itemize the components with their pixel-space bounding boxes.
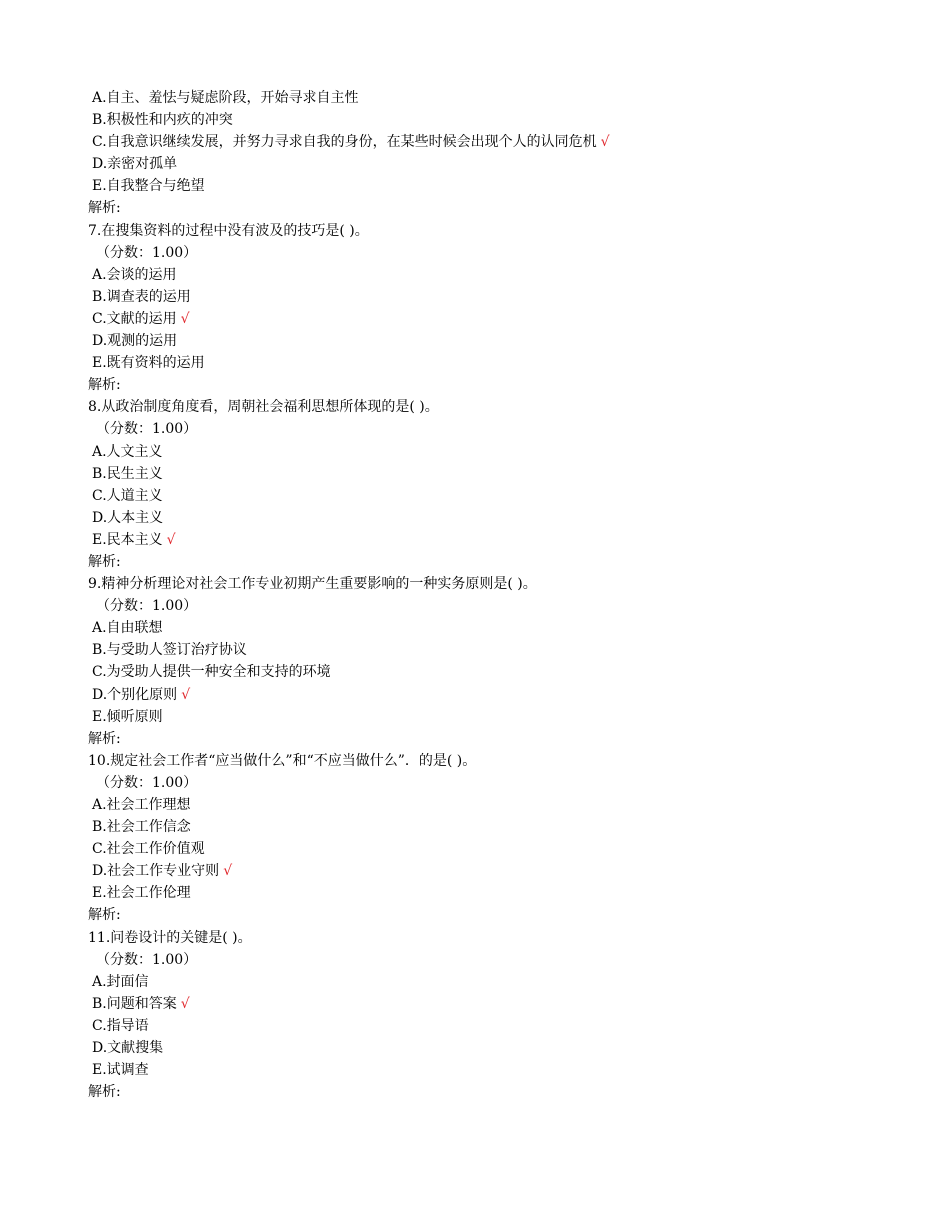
answer-option-text: D.人本主义 <box>92 509 164 526</box>
question-score <box>88 595 908 617</box>
answer-option-text: E.民本主义 <box>92 531 163 548</box>
answer-option-text: D.观测的运用 <box>92 333 178 350</box>
question-score-text: （分数：1.00） <box>96 421 198 438</box>
answer-option-text: B.积极性和内疚的冲突 <box>92 112 233 129</box>
correct-answer-check-icon: √ <box>181 686 191 703</box>
analysis-label-text: 解析: <box>88 1084 121 1101</box>
answer-option-text: A.封面信 <box>92 973 149 990</box>
answer-option-text: D.个别化原则 <box>92 686 178 703</box>
answer-option <box>88 441 908 463</box>
answer-option <box>88 661 908 683</box>
answer-option <box>88 507 908 529</box>
answer-option <box>88 860 908 882</box>
answer-option <box>88 684 908 706</box>
answer-option <box>88 463 908 485</box>
correct-answer-check-icon: √ <box>600 134 610 151</box>
answer-option <box>88 639 908 661</box>
answer-option <box>88 706 908 728</box>
answer-option <box>88 87 908 109</box>
answer-option-text: D.文献搜集 <box>92 1040 164 1057</box>
answer-option-text: A.自主、羞怯与疑虑阶段，开始寻求自主性 <box>92 90 359 106</box>
answer-option-text: C.社会工作价值观 <box>92 841 205 858</box>
answer-option <box>88 308 908 330</box>
answer-option-text: B.问题和答案 <box>92 995 177 1012</box>
answer-option-text: C.指导语 <box>92 1017 149 1034</box>
answer-option <box>88 286 908 308</box>
analysis-label-text: 解析: <box>88 907 121 924</box>
answer-option-text: B.调查表的运用 <box>92 288 191 305</box>
answer-option <box>88 352 908 374</box>
question-score-text: （分数：1.00） <box>96 951 198 968</box>
answer-option-text: C.自我意识继续发展，并努力寻求自我的身份，在某些时候会出现个人的认同危机 <box>92 134 597 151</box>
analysis-label-text: 解析: <box>88 553 121 570</box>
question-stem <box>88 220 908 242</box>
correct-answer-check-icon: √ <box>180 995 190 1012</box>
analysis-label-text: 解析: <box>88 200 121 217</box>
answer-option <box>88 485 908 507</box>
answer-option <box>88 971 908 993</box>
answer-option-text: E.既有资料的运用 <box>92 355 205 372</box>
answer-option-text: A.会谈的运用 <box>92 266 177 283</box>
answer-option-text: B.与受助人签订治疗协议 <box>92 642 247 659</box>
analysis-label <box>88 551 908 573</box>
analysis-label-text: 解析: <box>88 730 121 747</box>
answer-option <box>88 816 908 838</box>
analysis-label <box>88 197 908 219</box>
answer-option-text: C.人道主义 <box>92 487 163 504</box>
answer-option <box>88 153 908 175</box>
answer-option-text: E.社会工作伦理 <box>92 885 191 902</box>
answer-option-text: C.文献的运用 <box>92 310 177 327</box>
question-stem-text: 9.精神分析理论对社会工作专业初期产生重要影响的一种实务原则是( )。 <box>88 576 537 593</box>
question-stem-text: 7.在搜集资料的过程中没有波及的技巧是( )。 <box>88 222 369 239</box>
answer-option <box>88 1015 908 1037</box>
exam-document <box>88 87 908 1103</box>
question-stem <box>88 396 908 418</box>
question-score <box>88 949 908 971</box>
answer-option-text: E.倾听原则 <box>92 708 163 725</box>
answer-option <box>88 109 908 131</box>
question-score <box>88 418 908 440</box>
answer-option <box>88 1037 908 1059</box>
question-stem <box>88 927 908 949</box>
question-stem <box>88 750 908 772</box>
question-stem-text: 10.规定社会工作者“应当做什么”和“不应当做什么”．的是( )。 <box>88 752 477 769</box>
answer-option-text: B.民生主义 <box>92 465 163 482</box>
answer-option <box>88 264 908 286</box>
answer-option <box>88 882 908 904</box>
answer-option <box>88 617 908 639</box>
answer-option <box>88 838 908 860</box>
correct-answer-check-icon: √ <box>180 310 190 327</box>
answer-option <box>88 993 908 1015</box>
answer-option-text: B.社会工作信念 <box>92 819 191 836</box>
answer-option <box>88 175 908 197</box>
question-stem-text: 11.问卷设计的关键是( )。 <box>88 929 252 946</box>
answer-option <box>88 1059 908 1081</box>
answer-option-text: A.人文主义 <box>92 443 163 460</box>
answer-option-text: E.自我整合与绝望 <box>92 178 205 195</box>
answer-option-text: A.社会工作理想 <box>92 797 191 813</box>
question-score-text: （分数：1.00） <box>96 774 198 791</box>
answer-option-text: E.试调查 <box>92 1062 149 1079</box>
answer-option <box>88 794 908 816</box>
answer-option-text: A.自由联想 <box>92 620 163 637</box>
answer-option-text: D.亲密对孤单 <box>92 156 178 173</box>
question-score-text: （分数：1.00） <box>96 244 198 261</box>
correct-answer-check-icon: √ <box>166 531 176 548</box>
analysis-label <box>88 904 908 926</box>
answer-option <box>88 529 908 551</box>
question-stem <box>88 573 908 595</box>
question-score-text: （分数：1.00） <box>96 598 198 615</box>
answer-option <box>88 131 908 153</box>
question-stem-text: 8.从政治制度角度看，周朝社会福利思想所体现的是( )。 <box>88 399 439 416</box>
correct-answer-check-icon: √ <box>223 863 233 880</box>
analysis-label <box>88 374 908 396</box>
question-score <box>88 242 908 264</box>
answer-option-text: C.为受助人提供一种安全和支持的环境 <box>92 664 331 681</box>
answer-option-text: D.社会工作专业守则 <box>92 863 220 880</box>
analysis-label <box>88 728 908 750</box>
question-score <box>88 772 908 794</box>
answer-option <box>88 330 908 352</box>
analysis-label-text: 解析: <box>88 377 121 394</box>
analysis-label <box>88 1081 908 1103</box>
